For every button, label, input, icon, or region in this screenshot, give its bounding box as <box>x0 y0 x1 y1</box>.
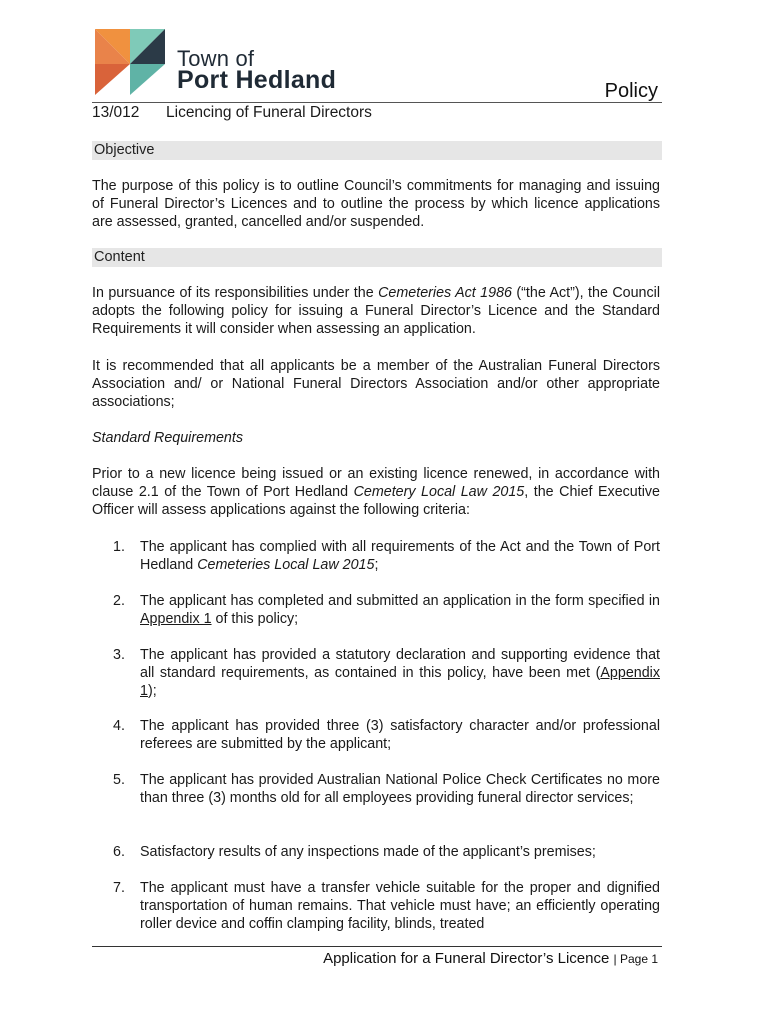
logo-text-town-of: Town of <box>177 46 255 71</box>
list-number: 7. <box>113 880 125 896</box>
content-paragraph-2: It is recommended that all applicants be a member of the Australian Funeral Directors Association and/ or National Funeral Directors Association and/or other appropriate associations; <box>92 358 660 410</box>
appendix-1-link[interactable]: Appendix 1 <box>140 611 212 627</box>
appendix-1-link[interactable]: Appendix 1 <box>140 665 660 699</box>
header-divider <box>92 102 662 103</box>
criterion-1-text-b: ; <box>374 557 379 573</box>
list-text <box>140 538 660 574</box>
logo-shape-teal-bottom <box>130 64 165 95</box>
logo-shape-red <box>95 64 130 95</box>
page-footer <box>323 950 658 967</box>
policy-title: Licencing of Funeral Directors <box>166 104 372 121</box>
list-text: The applicant has provided Australian National Police Check Certificates no more than three (3) months old for all employees providing funeral director services; <box>140 772 660 806</box>
cemeteries-act-reference: Cemeteries Act 1986 <box>378 285 512 301</box>
list-number: 2. <box>113 593 125 609</box>
criterion-3-text-b: ); <box>147 683 157 699</box>
content-paragraph-1 <box>92 284 660 338</box>
page-number: | Page 1 <box>613 952 658 966</box>
content-paragraph-3 <box>92 465 660 519</box>
list-text: The applicant has provided three (3) satisfactory character and/or professional referees are submitted by the applicant; <box>140 718 660 752</box>
list-number: 3. <box>113 647 125 663</box>
list-text <box>140 592 660 628</box>
footer-title: Application for a Funeral Director’s Licence <box>323 950 610 967</box>
list-text: Satisfactory results of any inspections made of the applicant’s premises; <box>140 844 596 860</box>
list-text <box>140 646 660 700</box>
criterion-2-text-b: of this policy; <box>211 611 299 627</box>
list-text: The applicant must have a transfer vehicle suitable for the proper and dignified transportation of human remains. That vehicle must have; an efficiently operating roller device and coffin clamping facility, blinds, treated <box>140 880 660 932</box>
objective-heading: Objective <box>94 142 155 158</box>
content-p1-text-b: (“the Act”), the Council adopts the following policy for issuing a Funeral Director’s Licence and the Standard Requirements it will consider when assessing an application. <box>92 285 660 337</box>
logo-text-port-hedland: Port Hedland <box>177 66 337 94</box>
policy-number: 13/012 <box>92 104 140 121</box>
content-section-bar <box>92 248 662 267</box>
criterion-1-text-a: The applicant has complied with all requirements of the Act and the Town of Port Hedland <box>140 539 660 573</box>
objective-paragraph: The purpose of this policy is to outline Council’s commitments for managing and issuing of Funeral Director’s Licences and to outline the process by which licence applications are assessed, granted, cancelled and/or suspended. <box>92 178 660 230</box>
content-p3-text-a: Prior to a new licence being issued or an existing licence renewed, in accordance with clause 2.1 of the Town of Port Hedland <box>92 466 660 500</box>
standard-requirements-heading: Standard Requirements <box>92 430 243 446</box>
content-heading: Content <box>94 249 145 265</box>
criterion-1-italic: Cemeteries Local Law 2015 <box>197 557 375 573</box>
footer-divider <box>92 946 662 947</box>
doc-type-label: Policy <box>604 80 658 102</box>
content-p1-text-a: In pursuance of its responsibilities under the <box>92 285 379 301</box>
list-number: 5. <box>113 772 125 788</box>
list-number: 6. <box>113 844 125 860</box>
objective-section-bar <box>92 141 662 160</box>
criterion-3-text-a: The applicant has provided a statutory declaration and supporting evidence that all standard requirements, as contained in this policy, have been met ( <box>140 647 660 681</box>
list-number: 4. <box>113 718 125 734</box>
list-number: 1. <box>113 539 125 555</box>
criterion-2-text-a: The applicant has completed and submitted an application in the form specified in <box>140 593 660 609</box>
content-p3-text-b: , the Chief Executive Officer will assess applications against the following criteria: <box>92 484 660 518</box>
cemetery-local-law-reference: Cemetery Local Law 2015 <box>353 484 525 500</box>
